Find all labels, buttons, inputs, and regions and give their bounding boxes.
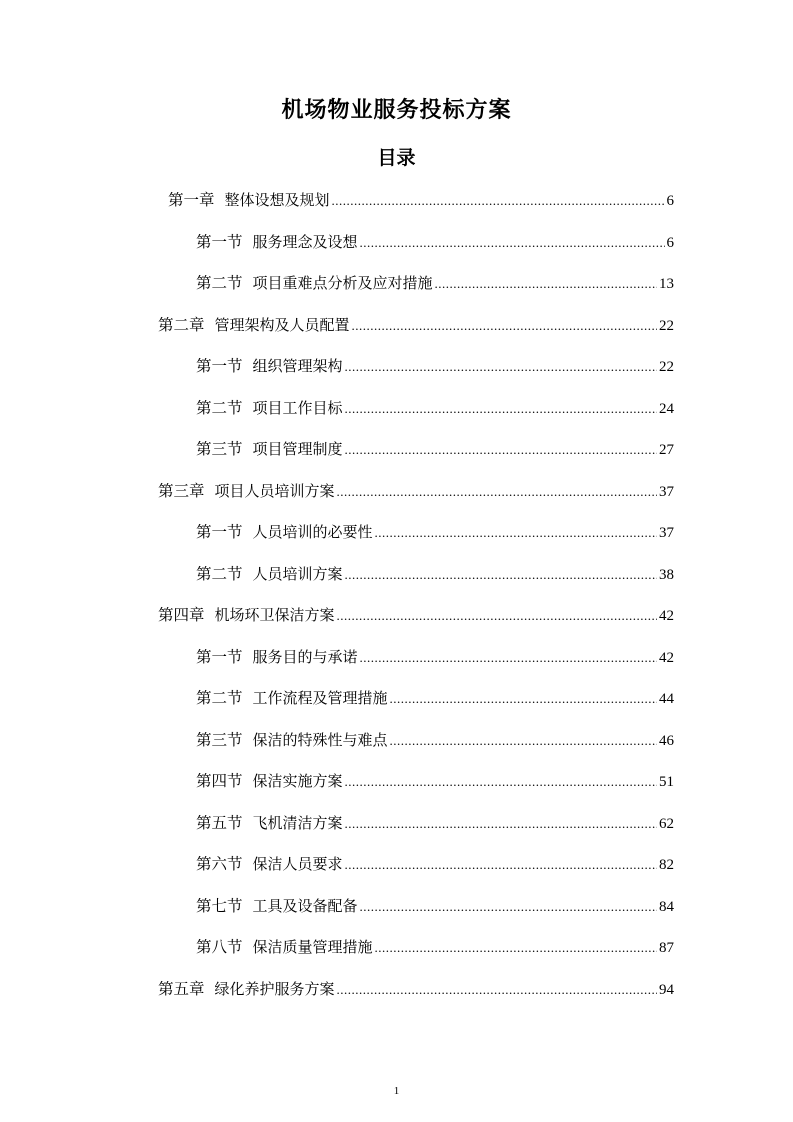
toc-dot-leader (352, 312, 657, 340)
toc-entry-title: 项目人员培训方案 (214, 481, 335, 500)
toc-dot-leader (345, 395, 657, 423)
toc-entry-title: 保洁人员要求 (252, 855, 343, 873)
toc-entry-title: 组织管理架构 (252, 357, 343, 375)
toc-entry-section[interactable] (158, 890, 674, 932)
toc-dot-leader (360, 893, 657, 921)
toc-dot-leader (345, 810, 657, 838)
toc-entry-number: 第五章 (158, 979, 205, 998)
toc-entry-title: 项目工作目标 (252, 398, 343, 417)
toc-heading: 目录 (377, 147, 416, 169)
toc-entry-number: 第一章 (168, 191, 215, 209)
toc-entry-title: 服务目的与承诺 (252, 647, 358, 666)
toc-entry-number: 第七节 (196, 896, 243, 915)
toc-entry-page: 22 (659, 359, 674, 375)
toc-entry-section[interactable] (158, 226, 674, 268)
document-title: 机场物业服务投标方案 (281, 98, 512, 123)
toc-dot-leader (360, 229, 665, 257)
toc-entry-title: 保洁实施方案 (252, 772, 343, 790)
toc-entry-page: 42 (659, 608, 674, 624)
toc-entry-page: 38 (659, 566, 674, 583)
toc-entry-chapter[interactable] (158, 973, 674, 1015)
toc-entry-chapter[interactable] (158, 184, 674, 226)
toc-entry-number: 第二节 (196, 274, 243, 292)
toc-dot-leader (337, 602, 657, 630)
toc-entry-section[interactable] (158, 807, 674, 849)
toc-entry-title: 项目重难点分析及应对措施 (252, 274, 433, 292)
toc-entry-section[interactable] (158, 433, 674, 475)
toc-dot-leader (375, 519, 657, 547)
toc-entry-page: 51 (659, 774, 674, 790)
toc-entry-title: 绿化养护服务方案 (214, 979, 335, 998)
toc-entry-title: 工具及设备配备 (252, 896, 358, 915)
toc-entry-section[interactable] (158, 682, 674, 724)
toc-entry-page: 37 (659, 483, 674, 500)
toc-entry-number: 第六节 (196, 855, 243, 873)
toc-entry-number: 第二节 (196, 689, 243, 707)
toc-dot-leader (375, 934, 657, 962)
toc-entry-page: 13 (659, 276, 674, 292)
page-number: 1 (393, 1085, 400, 1097)
toc-entry-page: 24 (659, 400, 674, 417)
toc-entry-number: 第二节 (196, 564, 243, 583)
toc-entry-title: 项目管理制度 (252, 440, 343, 458)
toc-dot-leader (390, 727, 657, 755)
toc-entry-page: 94 (659, 981, 674, 998)
toc-entry-section[interactable] (158, 931, 674, 973)
toc-entry-page: 44 (659, 691, 674, 707)
toc-entry-title: 管理架构及人员配置 (214, 315, 350, 334)
toc-entry-number: 第一节 (196, 523, 243, 541)
toc-entry-section[interactable] (158, 765, 674, 807)
toc-entry-chapter[interactable] (158, 475, 674, 517)
toc-entry-page: 84 (659, 898, 674, 915)
toc-entry-page: 27 (659, 442, 674, 458)
toc-entry-title: 人员培训方案 (252, 564, 343, 583)
toc-entry-page: 62 (659, 815, 674, 832)
toc-entry-number: 第一节 (196, 647, 243, 666)
toc-dot-leader (332, 187, 665, 215)
toc-entry-number: 第四节 (196, 772, 243, 790)
toc-entry-section[interactable] (158, 848, 674, 890)
toc-entry-page: 46 (659, 732, 674, 749)
toc-entry-section[interactable] (158, 724, 674, 766)
toc-dot-leader (337, 976, 657, 1004)
toc-entry-chapter[interactable] (158, 599, 674, 641)
toc-entry-number: 第一节 (196, 232, 243, 251)
toc-entry-page: 82 (659, 857, 674, 873)
toc-entry-title: 机场环卫保洁方案 (214, 606, 335, 624)
toc-entry-section[interactable] (158, 392, 674, 434)
toc-dot-leader (435, 270, 657, 298)
toc-entry-title: 飞机清洁方案 (252, 813, 343, 832)
toc-entry-title: 人员培训的必要性 (252, 523, 373, 541)
toc-entry-title: 工作流程及管理措施 (252, 689, 388, 707)
toc-entry-page: 6 (666, 193, 674, 209)
toc-entry-number: 第三节 (196, 440, 243, 458)
toc-entry-number: 第五节 (196, 813, 243, 832)
toc-dot-leader (345, 436, 657, 464)
toc-entry-page: 42 (659, 649, 674, 666)
toc-entry-number: 第三节 (196, 730, 243, 749)
toc-entry-section[interactable] (158, 516, 674, 558)
toc-dot-leader (390, 685, 657, 713)
toc-entry-number: 第一节 (196, 357, 243, 375)
toc-entry-page: 87 (659, 940, 674, 956)
toc-dot-leader (360, 644, 657, 672)
toc-entry-section[interactable] (158, 641, 674, 683)
toc-dot-leader (337, 478, 657, 506)
toc-entry-number: 第二节 (196, 398, 243, 417)
toc-dot-leader (345, 561, 657, 589)
toc-dot-leader (345, 851, 657, 879)
toc-dot-leader (345, 353, 657, 381)
toc-entry-number: 第三章 (158, 481, 205, 500)
toc-entry-number: 第二章 (158, 315, 205, 334)
toc-entry-section[interactable] (158, 350, 674, 392)
table-of-contents (158, 184, 674, 1014)
toc-entry-page: 22 (659, 317, 674, 334)
toc-entry-title: 服务理念及设想 (252, 232, 358, 251)
toc-entry-title: 保洁质量管理措施 (252, 938, 373, 956)
toc-entry-title: 整体设想及规划 (224, 191, 330, 209)
toc-entry-section[interactable] (158, 267, 674, 309)
toc-entry-section[interactable] (158, 558, 674, 600)
toc-dot-leader (345, 768, 657, 796)
toc-entry-title: 保洁的特殊性与难点 (252, 730, 388, 749)
toc-entry-page: 6 (666, 234, 674, 251)
toc-entry-number: 第八节 (196, 938, 243, 956)
toc-entry-chapter[interactable] (158, 309, 674, 351)
toc-entry-page: 37 (659, 525, 674, 541)
toc-entry-number: 第四章 (158, 606, 205, 624)
